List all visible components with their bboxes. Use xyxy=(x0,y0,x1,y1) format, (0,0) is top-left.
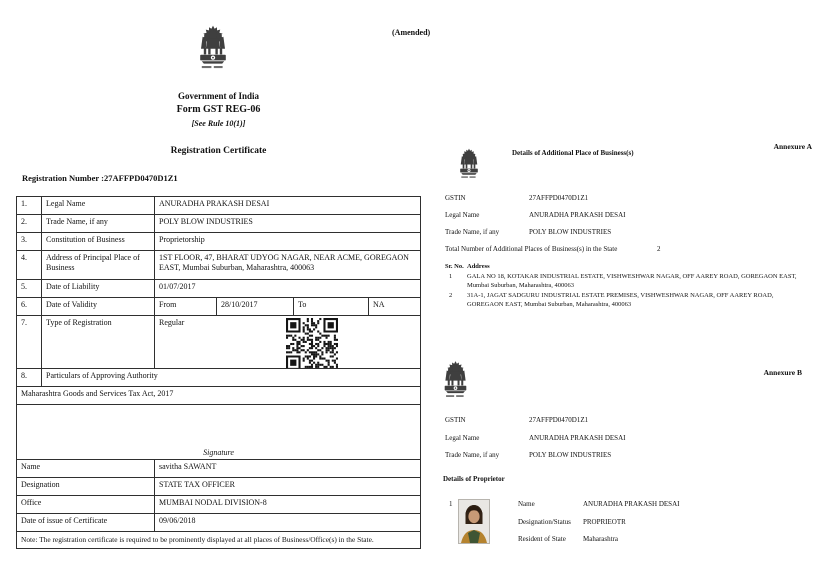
officer-value: MUMBAI NODAL DIVISION-8 xyxy=(155,496,421,514)
rule-reference-line: [See Rule 10(1)] xyxy=(191,119,246,128)
officer-label: Name xyxy=(17,460,155,478)
total-places-label: Total Number of Additional Places of Business(s) in the State xyxy=(445,245,618,253)
officer-label: Date of issue of Certificate xyxy=(17,514,155,532)
annexure-b-title: Annexure B xyxy=(763,368,802,377)
approving-authority-row xyxy=(17,369,421,387)
row-number: 5. xyxy=(17,280,42,298)
row-number: 6. xyxy=(17,298,42,316)
registration-number-label: Registration Number : xyxy=(22,173,104,183)
field-value: 27AFFPD0470D1Z1 xyxy=(529,194,589,202)
note-row xyxy=(17,532,421,549)
column-header-srno: Sr. No. xyxy=(445,263,464,270)
validity-to-label: To xyxy=(294,298,369,316)
annexure-a-title: Annexure A xyxy=(773,142,812,151)
proprietor-designation-label: Designation/Status xyxy=(518,518,571,526)
amended-flag: (Amended) xyxy=(392,28,431,37)
registration-type-cell xyxy=(155,316,421,369)
field-label: Legal Name xyxy=(445,211,480,219)
table-row xyxy=(17,215,421,233)
row-number: 1. xyxy=(17,197,42,215)
row-number: 7. xyxy=(17,316,42,369)
row-number: 3. xyxy=(17,233,42,251)
row-label: Date of Validity xyxy=(42,298,155,316)
officer-value: STATE TAX OFFICER xyxy=(155,478,421,496)
field-value: ANURADHA PRAKASH DESAI xyxy=(529,211,626,219)
place-number: 2 xyxy=(449,292,453,299)
government-of-india-line: Government of India xyxy=(178,91,259,101)
registration-type-row xyxy=(17,316,421,369)
row-label: Trade Name, if any xyxy=(42,215,155,233)
row-value: 01/07/2017 xyxy=(155,280,421,298)
row-number: 2. xyxy=(17,215,42,233)
field-label: Trade Name, if any xyxy=(445,228,500,236)
qr-code-pattern xyxy=(286,318,338,369)
table-row xyxy=(17,280,421,298)
field-value: POLY BLOW INDUSTRIES xyxy=(529,451,612,459)
officer-row xyxy=(17,514,421,532)
india-emblem-icon xyxy=(197,20,229,76)
officer-row xyxy=(17,496,421,514)
row-value: 1ST FLOOR, 47, BHARAT UDYOG NAGAR, NEAR ACME, GOREGAON EAST, Mumbai Suburban, Maharashtra, 400063 xyxy=(155,251,421,280)
act-text: Maharashtra Goods and Services Tax Act, 2017 xyxy=(17,387,421,405)
row-label: Type of Registration xyxy=(42,316,155,369)
proprietor-heading: Details of Proprietor xyxy=(443,475,505,483)
note-text: Note: The registration certificate is required to be prominently displayed at all places of Business/Office(s) in the State. xyxy=(17,532,421,549)
proprietor-name-label: Name xyxy=(518,500,535,508)
officer-value: 09/06/2018 xyxy=(155,514,421,532)
proprietor-resident-value: Maharashtra xyxy=(583,535,618,543)
proprietor-name-value: ANURADHA PRAKASH DESAI xyxy=(583,500,680,508)
validity-from-value: 28/10/2017 xyxy=(217,298,294,316)
india-emblem-icon xyxy=(458,145,480,183)
place-address: 31A-1, JAGAT SADGURU INDUSTRIAL ESTATE PREMISES, VISHWESHWAR NAGAR, OFF AAREY ROAD, GOREGAON EAST, Mumbai Suburban, Maharashtra, 400063 xyxy=(467,292,774,308)
india-emblem-icon xyxy=(442,356,469,404)
officer-row xyxy=(17,478,421,496)
field-label: GSTIN xyxy=(445,416,466,424)
field-value: POLY BLOW INDUSTRIES xyxy=(529,228,612,236)
validity-row xyxy=(17,298,421,316)
act-row xyxy=(17,387,421,405)
validity-from-label: From xyxy=(155,298,217,316)
proprietor-number: 1 xyxy=(449,500,453,508)
qr-code-icon xyxy=(285,318,339,369)
form-name-line: Form GST REG-06 xyxy=(176,104,261,115)
field-label: Trade Name, if any xyxy=(445,451,500,459)
officer-label: Designation xyxy=(17,478,155,496)
row-value: POLY BLOW INDUSTRIES xyxy=(155,215,421,233)
signature-label: Signature xyxy=(203,447,234,457)
field-value: 27AFFPD0470D1Z1 xyxy=(529,416,589,424)
row-label: Date of Liability xyxy=(42,280,155,298)
table-row xyxy=(17,251,421,280)
table-row xyxy=(17,233,421,251)
validity-to-value: NA xyxy=(369,298,421,316)
place-address: GALA NO 18, KOTAKAR INDUSTRIAL ESTATE, VISHWESHWAR NAGAR, OFF AAREY ROAD, GOREGAON EAST, Mumbai Suburban, Maharashtra, 400063 xyxy=(467,273,797,289)
annexure-a-heading: Details of Additional Place of Business(s) xyxy=(512,149,634,157)
place-number: 1 xyxy=(449,273,453,280)
row-label: Legal Name xyxy=(42,197,155,215)
field-value: ANURADHA PRAKASH DESAI xyxy=(529,434,626,442)
column-header-address: Address xyxy=(467,263,490,270)
field-label: Legal Name xyxy=(445,434,480,442)
certificate-title: Registration Certificate xyxy=(170,146,267,156)
proprietor-photo xyxy=(458,499,490,544)
officer-row xyxy=(17,460,421,478)
row-number: 8. xyxy=(17,369,42,387)
row-value: Proprietorship xyxy=(155,233,421,251)
row-label: Constitution of Business xyxy=(42,233,155,251)
row-label: Particulars of Approving Authority xyxy=(42,369,421,387)
row-value: ANURADHA PRAKASH DESAI xyxy=(155,197,421,215)
proprietor-designation-value: PROPRIEOTR xyxy=(583,518,626,526)
registration-number-value: 27AFFPD0470D1Z1 xyxy=(104,173,178,183)
proprietor-resident-label: Resident of State xyxy=(518,535,566,543)
row-number: 4. xyxy=(17,251,42,280)
field-label: GSTIN xyxy=(445,194,466,202)
registration-number-line xyxy=(22,173,178,183)
certificate-table xyxy=(16,196,421,549)
total-places-value: 2 xyxy=(657,245,661,253)
row-label: Address of Principal Place of Business xyxy=(42,251,155,280)
officer-label: Office xyxy=(17,496,155,514)
officer-value: savitha SAWANT xyxy=(155,460,421,478)
signature-row xyxy=(17,405,421,460)
registration-type-value: Regular xyxy=(159,318,185,327)
table-row xyxy=(17,197,421,215)
signature-cell xyxy=(17,405,421,460)
